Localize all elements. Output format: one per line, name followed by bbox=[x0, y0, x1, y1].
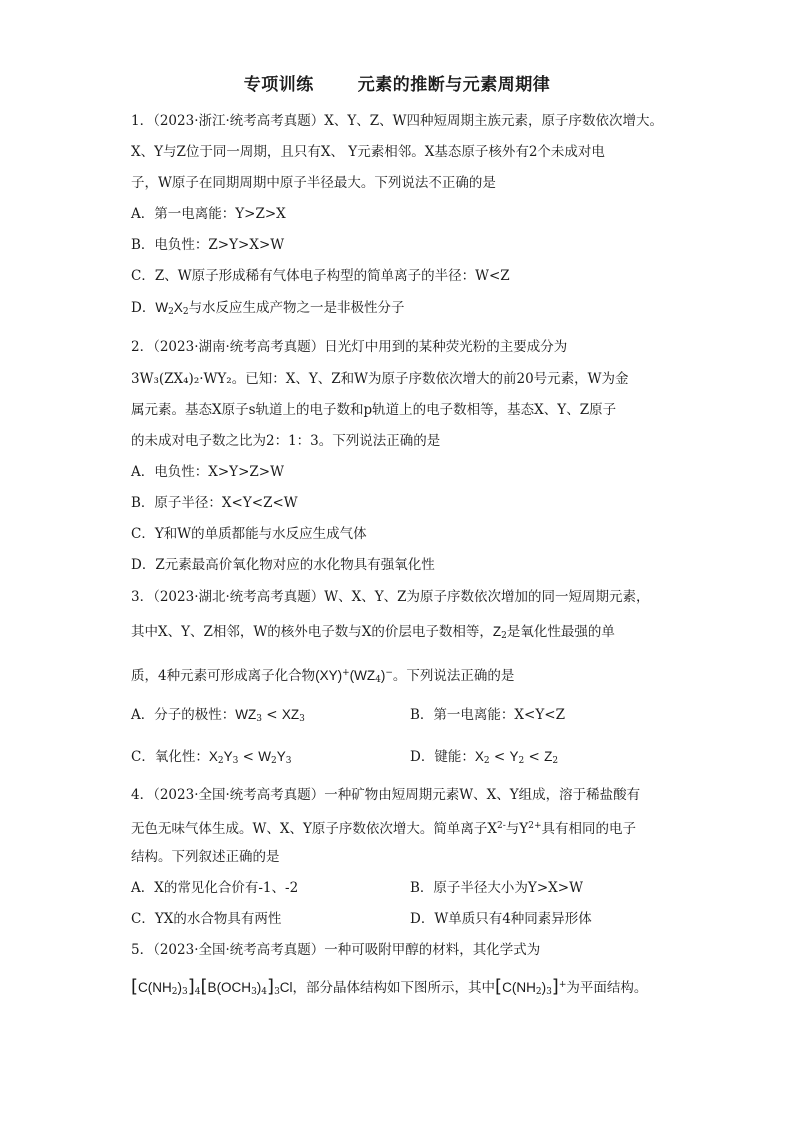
q5-f-s3c: 3 bbox=[274, 987, 280, 997]
q3-a-s1: 3 bbox=[256, 714, 262, 724]
left-bracket-icon-3: [ bbox=[495, 976, 503, 997]
q5-formula-line bbox=[131, 976, 647, 1001]
q4-line-3: 结构。下列叙述正确的是 bbox=[131, 849, 280, 865]
q3-d-lt2: < bbox=[524, 749, 545, 765]
q3-a-f2: XZ bbox=[281, 707, 300, 722]
q3-l3-text-b: 。下列说法正确的是 bbox=[392, 668, 515, 684]
q3-a-s2: 3 bbox=[299, 714, 305, 724]
q5-f-s2: 2 bbox=[171, 987, 178, 997]
q5-line-1: 5．（2023·全国·统考高考真题）一种可吸附甲醇的材料，其化学式为 bbox=[131, 942, 541, 958]
q3-option-a bbox=[131, 706, 305, 728]
q3-d-f1: X bbox=[474, 749, 484, 764]
q2-option-a: A．电负性：X>Y>Z>W bbox=[131, 464, 284, 480]
q3-a-lt: < bbox=[261, 707, 282, 723]
q2-line-1: 2．（2023·湖南·统考高考真题）日光灯中用到的某种荧光粉的主要成分为 bbox=[131, 339, 568, 355]
q4-l2-sup2: 2+ bbox=[528, 821, 542, 831]
q3-d-s3: 2 bbox=[552, 756, 559, 766]
q1-d-text: 与水反应生成产物之一是非极性分子 bbox=[188, 300, 405, 316]
q5-f-close: ) bbox=[177, 980, 183, 995]
q3-c-f1: X bbox=[208, 749, 218, 764]
q3-c-lt: < bbox=[238, 749, 259, 765]
q3-ion-minus: − bbox=[385, 668, 393, 678]
q1-option-c: C．Z、W原子形成稀有气体电子构型的简单离子的半径：W<Z bbox=[131, 268, 510, 284]
q4-line-2 bbox=[131, 817, 636, 838]
q1-line-2: X、Y与Z位于同一周期，且只有X、 Y元素相邻。X基态原子核外有2个未成对电 bbox=[131, 144, 605, 160]
q3-l2-sub: 2 bbox=[501, 631, 507, 641]
q5-g-s2: 2 bbox=[535, 987, 542, 997]
q1-d-sub: 2 bbox=[168, 307, 174, 317]
q1-option-b: B．电负性：Z>Y>X>W bbox=[131, 237, 285, 253]
q3-line-3 bbox=[131, 664, 514, 689]
q1-d-formula-x: X bbox=[173, 300, 183, 315]
q3-c-prefix: C．氧化性： bbox=[131, 749, 209, 765]
q5-g-s3: 3 bbox=[546, 987, 552, 997]
q2-option-b: B．原子半径：X<Y<Z<W bbox=[131, 495, 298, 511]
q3-c-s2b: 3 bbox=[285, 756, 292, 766]
q4-l2-sup1: 2- bbox=[497, 821, 506, 831]
q3-c-f1b: Y bbox=[223, 749, 233, 764]
q5-f-nh: (NH bbox=[147, 980, 172, 995]
q3-c-s2: 2 bbox=[271, 756, 277, 766]
q1-line-1: 1．（2023·浙江·统考高考真题）X、Y、Z、W四种短周期主族元素，原子序数依次增大。 bbox=[131, 113, 664, 129]
q4-option-b: B．原子半径大小为Y>X>W bbox=[410, 880, 583, 896]
q5-f-s3b: 3 bbox=[251, 987, 257, 997]
q3-ion-cation: (XY) bbox=[315, 668, 343, 683]
title-right: 元素的推断与元素周期律 bbox=[357, 75, 551, 95]
q3-option-c bbox=[131, 748, 291, 770]
q3-a-prefix: A．分子的极性： bbox=[131, 707, 236, 723]
q3-c-f2: W bbox=[258, 749, 271, 764]
q3-d-f3: Z bbox=[544, 749, 553, 764]
page-title bbox=[0, 70, 794, 95]
q1-d-formula-w: W bbox=[155, 300, 169, 315]
q4-l2-text-c: 具有相同的电子 bbox=[541, 821, 636, 837]
left-bracket-icon: [ bbox=[131, 976, 139, 997]
q3-l3-text: 质，4种元素可形成离子化合物 bbox=[131, 668, 316, 684]
q4-option-a: A．X的常见化合价有-1、-2 bbox=[131, 880, 299, 896]
right-bracket-icon-3: ] bbox=[551, 976, 559, 997]
q5-f-och: (OCH bbox=[216, 980, 252, 995]
left-bracket-icon-2: [ bbox=[200, 976, 208, 997]
q3-ion-anion: (WZ bbox=[349, 668, 376, 683]
q3-c-f2b: Y bbox=[276, 749, 286, 764]
right-bracket-icon: ] bbox=[187, 976, 195, 997]
q3-d-s2: 2 bbox=[518, 756, 525, 766]
q1-d-prefix: D． bbox=[131, 300, 156, 316]
q5-f-b: B bbox=[207, 980, 217, 995]
q3-d-s1: 2 bbox=[483, 756, 490, 766]
q3-l2-text: 其中X、Y、Z相邻，W的核外电子数与X的价层电子数相等， bbox=[131, 624, 493, 640]
q4-l2-text-b: 与Y bbox=[505, 821, 529, 837]
q3-l2-text-b: 是氧化性最强的单 bbox=[506, 624, 615, 640]
q4-option-c: C．YX的水合物具有两性 bbox=[131, 911, 282, 927]
q5-f-s4: 4 bbox=[194, 987, 201, 997]
q5-g-nh: (NH bbox=[511, 980, 536, 995]
q5-f-s3: 3 bbox=[182, 987, 188, 997]
q3-d-f2: Y bbox=[509, 749, 519, 764]
q5-f-c: C bbox=[138, 980, 148, 995]
q1-option-a: A．第一电离能：Y>Z>X bbox=[131, 206, 286, 222]
q5-g-close: ) bbox=[541, 980, 547, 995]
q5-g-c: C bbox=[502, 980, 512, 995]
q1-option-d bbox=[131, 299, 405, 321]
q5-text-1: ，部分晶体结构如下图所示，其中 bbox=[292, 980, 496, 996]
q3-a-f1: WZ bbox=[235, 707, 257, 722]
q3-d-prefix: D．键能： bbox=[410, 749, 475, 765]
q5-f-cl: Cl bbox=[279, 980, 293, 995]
right-bracket-icon-2: ] bbox=[267, 976, 275, 997]
q3-ion-sub: 4 bbox=[375, 675, 381, 685]
q1-line-3: 子，W原子在同期周期中原子半径最大。下列说法不正确的是 bbox=[131, 175, 496, 191]
q3-l2-z: Z bbox=[492, 624, 502, 639]
q4-l2-text: 无色无味气体生成。W、X、Y原子序数依次增大。简单离子X bbox=[131, 821, 498, 837]
q2-line-2: 3W₃(ZX₄)₂·WY₂。已知：X、Y、Z和W为原子序数依次增大的前20号元素，W为金 bbox=[131, 371, 629, 387]
q3-line-1: 3．（2023·湖北·统考高考真题）W、X、Y、Z为原子序数依次增加的同一短周期元素， bbox=[131, 589, 650, 605]
q5-text-2: 为平面结构。 bbox=[566, 980, 648, 996]
title-left: 专项训练 bbox=[243, 75, 314, 95]
q3-option-b: B．第一电离能：X<Y<Z bbox=[410, 707, 565, 723]
q3-c-s1: 2 bbox=[217, 756, 224, 766]
q2-line-4: 的未成对电子数之比为2：1：3。下列说法正确的是 bbox=[131, 433, 441, 449]
q3-line-2 bbox=[131, 623, 615, 645]
q3-d-lt1: < bbox=[489, 749, 510, 765]
q3-option-d bbox=[410, 748, 558, 770]
q3-ion-plus: + bbox=[342, 668, 350, 678]
q3-c-s1b: 3 bbox=[232, 756, 239, 766]
q1-d-sub-b: 2 bbox=[182, 307, 189, 317]
q2-line-3: 属元素。基态X原子s轨道上的电子数和p轨道上的电子数相等，基态X、Y、Z原子 bbox=[131, 402, 617, 418]
q5-g-plus: + bbox=[558, 980, 567, 990]
q4-option-d: D．W单质只有4种同素异形体 bbox=[410, 911, 592, 927]
q3-ion-close: ) bbox=[380, 668, 386, 683]
q5-f-close2: ) bbox=[256, 980, 262, 995]
q2-option-d: D．Z元素最高价氧化物对应的水化物具有强氧化性 bbox=[131, 557, 435, 573]
q5-f-s4b: 4 bbox=[261, 987, 268, 997]
q2-option-c: C．Y和W的单质都能与水反应生成气体 bbox=[131, 526, 367, 542]
q4-line-1: 4．（2023·全国·统考高考真题）一种矿物由短周期元素W、X、Y组成，溶于稀盐酸有 bbox=[131, 787, 641, 803]
